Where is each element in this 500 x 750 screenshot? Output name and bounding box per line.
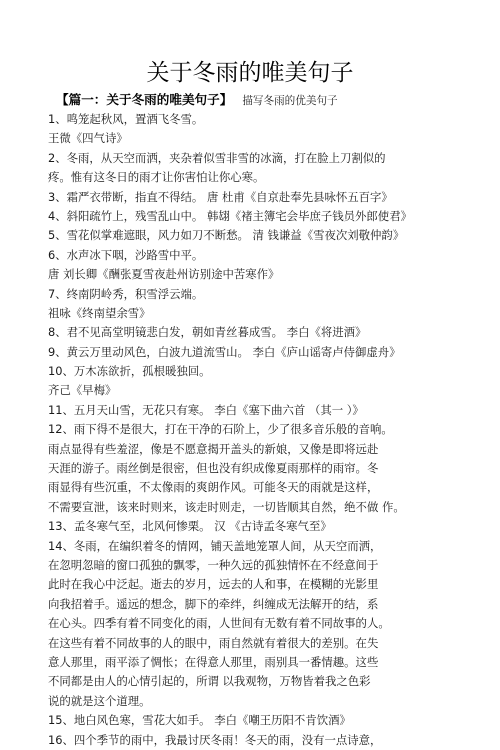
text-line: 12、雨下得不是很大，打在干净的石阶上，少了很多音乐般的音响。 bbox=[48, 422, 393, 437]
text-line: 13、孟冬寒气至，北风何惨栗。 汉 《古诗孟冬寒气至》 bbox=[48, 519, 332, 534]
text-line: 14、冬雨，在编织着冬的情网，铺天盖地笼罩人间，从天空而洒， bbox=[48, 538, 382, 553]
text-line: 1、鸣笼起秋风，置酒飞冬雪。 bbox=[48, 112, 204, 126]
text-line: 7、终南阴岭秀，积雪浮云端。 bbox=[48, 286, 204, 301]
text-line: 不同都是由人的心情引起的，所谓 以我观物，万物皆着我之色彩 bbox=[48, 674, 371, 689]
text-line: 不需要宣泄，该来时则来，该走时则走，一切皆顺其自然，绝不做 作。 bbox=[48, 499, 405, 514]
text-line: 15、地白风色寒，雪花大如手。 李白《嘲王历阳不肯饮酒》 bbox=[48, 713, 351, 728]
section-heading bbox=[56, 90, 476, 111]
text-line: 齐己《早梅》 bbox=[48, 383, 117, 398]
text-line: 在忽明忽暗的窗口孤独的飘零，一种久远的孤独情怀在不经意间于 bbox=[48, 557, 379, 572]
text-line: 唐 刘长卿《酬张夏雪夜赴州访别途中苦寒作》 bbox=[48, 267, 280, 282]
section-heading-title: 【篇一：关于冬雨的唯美句子】 bbox=[56, 92, 233, 107]
text-line: 在这些有着不同故事的人的眼中，雨自然就有着很大的差别。在失 bbox=[48, 635, 379, 650]
text-line: 此时在我心中泛起。逝去的岁月，远去的人和事，在模糊的光影里 bbox=[48, 577, 379, 592]
text-line: 王微《四气诗》 bbox=[48, 131, 128, 146]
document-title: 关于冬雨的唯美句子 bbox=[146, 60, 354, 86]
document-body bbox=[48, 110, 478, 750]
text-line: 2、冬雨，从天空而洒，夹杂着似雪非雪的冰滴，打在脸上刀割似的 bbox=[48, 150, 386, 165]
text-line: 5、雪花似掌难遮眼，风力如刀不断愁。 清 钱谦益《雪夜次刘敬仲韵》 bbox=[48, 228, 405, 243]
text-line: 向我招着手。遥远的想念，脚下的牵绊，纠缠成无法解开的结，系 bbox=[48, 596, 379, 611]
text-line: 3、霜严衣带断，指直不得结。 唐 杜甫《自京赴奉先县咏怀五百字》 bbox=[48, 189, 393, 204]
text-line: 9、黄云万里动风色，白波九道流雪山。 李白《庐山谣寄卢侍御虚舟》 bbox=[48, 344, 401, 359]
text-line: 在心头。四季有着不同变化的雨，人世间有无数有着不同故事的人。 bbox=[48, 616, 390, 631]
text-line: 10、万木冻欲折，孤根暖独回。 bbox=[48, 364, 211, 379]
text-line: 雨点显得有些羞涩，像是不愿意揭开盖头的新娘，又像是即将远赴 bbox=[48, 441, 379, 456]
text-line: 8、君不见高堂明镜悲白发，朝如青丝暮成雪。 李白《将进酒》 bbox=[48, 325, 367, 340]
text-line: 6、水声冰下咽，沙路雪中平。 bbox=[48, 247, 204, 262]
text-line: 雨显得有些沉重，不太像雨的爽朗作风。可能冬天的雨就是这样， bbox=[48, 480, 379, 495]
text-line: 16、四个季节的雨中，我最讨厌冬雨！冬天的雨，没有一点诗意， bbox=[48, 732, 382, 747]
text-line: 说的就是这个道理。 bbox=[48, 693, 151, 708]
text-line: 11、五月天山雪，无花只有寒。 李白《塞下曲六首 （其一 ）》 bbox=[48, 402, 364, 417]
text-line: 4、斜阳疏竹上，残雪乱山中。 韩翃《褚主簿宅会毕庶子钱员外郎使君》 bbox=[48, 208, 412, 223]
text-line: 意人那里，雨平添了惆怅；在得意人那里，雨别具一番情趣。这些 bbox=[48, 654, 379, 669]
section-subheading: 描写冬雨的优美句子 bbox=[242, 95, 338, 107]
text-line: 天涯的游子。雨丝倒是很密，但也没有织成像夏雨那样的雨帘。冬 bbox=[48, 461, 379, 476]
text-line: 祖咏《终南望余雪》 bbox=[48, 305, 151, 320]
text-line: 疼。惟有这冬日的雨才让你害怕让你心寒。 bbox=[48, 170, 265, 185]
